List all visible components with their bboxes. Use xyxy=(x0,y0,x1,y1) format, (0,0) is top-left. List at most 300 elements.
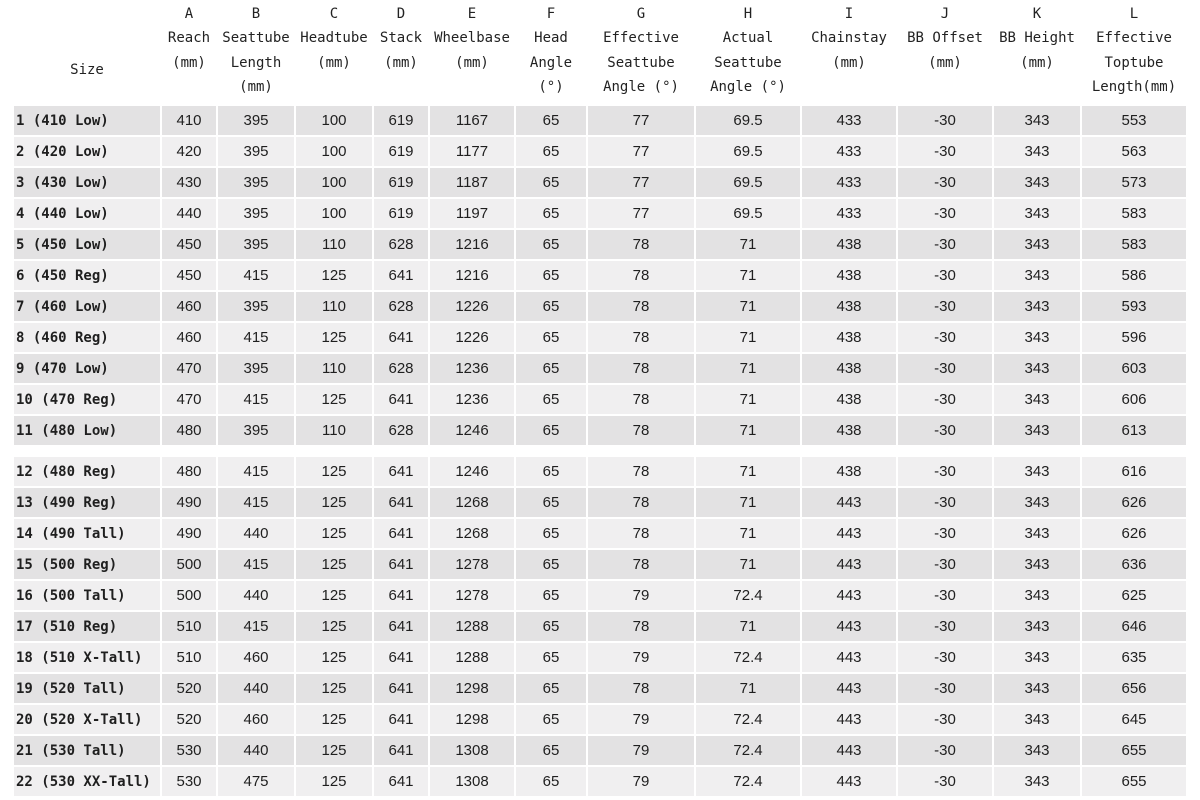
value-cell: 628 xyxy=(374,416,428,445)
value-cell: 71 xyxy=(696,550,800,579)
value-cell: 1246 xyxy=(430,416,514,445)
value-cell: 438 xyxy=(802,354,896,383)
value-cell: 78 xyxy=(588,488,694,517)
column-letter: K xyxy=(1032,6,1042,22)
value-cell: 438 xyxy=(802,230,896,259)
value-cell: -30 xyxy=(898,354,992,383)
value-cell: -30 xyxy=(898,643,992,672)
value-cell: 433 xyxy=(802,168,896,197)
value-cell: -30 xyxy=(898,292,992,321)
value-cell: 77 xyxy=(588,137,694,166)
value-cell: 586 xyxy=(1082,261,1186,290)
value-cell: 343 xyxy=(994,581,1080,610)
value-cell: 641 xyxy=(374,261,428,290)
value-cell: 1268 xyxy=(430,519,514,548)
value-cell: 78 xyxy=(588,385,694,414)
value-cell: 78 xyxy=(588,457,694,486)
value-cell: 79 xyxy=(588,736,694,765)
value-cell: 395 xyxy=(218,137,294,166)
value-cell: 619 xyxy=(374,199,428,228)
value-cell: 110 xyxy=(296,292,372,321)
value-cell: 443 xyxy=(802,674,896,703)
size-column-header: Size xyxy=(70,62,104,78)
value-cell: 78 xyxy=(588,323,694,352)
value-cell: 125 xyxy=(296,550,372,579)
table-row xyxy=(14,230,1186,259)
column-label: BB Height (mm) xyxy=(999,30,1075,71)
value-cell: 1268 xyxy=(430,488,514,517)
value-cell: 71 xyxy=(696,488,800,517)
value-cell: 583 xyxy=(1082,199,1186,228)
value-cell: 65 xyxy=(516,705,586,734)
value-cell: 78 xyxy=(588,416,694,445)
value-cell: 438 xyxy=(802,457,896,486)
value-cell: -30 xyxy=(898,106,992,135)
table-row xyxy=(14,736,1186,765)
table-row xyxy=(14,705,1186,734)
value-cell: 100 xyxy=(296,199,372,228)
value-cell: 641 xyxy=(374,457,428,486)
size-cell: 15 (500 Reg) xyxy=(14,550,160,579)
value-cell: 65 xyxy=(516,767,586,796)
value-cell: 641 xyxy=(374,488,428,517)
value-cell: 65 xyxy=(516,519,586,548)
table-row xyxy=(14,385,1186,414)
column-header xyxy=(696,2,800,104)
value-cell: 433 xyxy=(802,137,896,166)
table-row xyxy=(14,261,1186,290)
value-cell: -30 xyxy=(898,199,992,228)
value-cell: 646 xyxy=(1082,612,1186,641)
value-cell: 343 xyxy=(994,354,1080,383)
value-cell: 395 xyxy=(218,168,294,197)
column-label: Effective Seattube Angle (°) xyxy=(603,30,679,95)
size-cell: 3 (430 Low) xyxy=(14,168,160,197)
value-cell: -30 xyxy=(898,581,992,610)
column-header xyxy=(218,2,294,104)
value-cell: 415 xyxy=(218,457,294,486)
size-cell: 6 (450 Reg) xyxy=(14,261,160,290)
value-cell: 635 xyxy=(1082,643,1186,672)
value-cell: 71 xyxy=(696,457,800,486)
value-cell: 395 xyxy=(218,416,294,445)
value-cell: 460 xyxy=(162,292,216,321)
value-cell: 343 xyxy=(994,705,1080,734)
value-cell: 71 xyxy=(696,385,800,414)
column-label: BB Offset (mm) xyxy=(907,30,983,71)
value-cell: 438 xyxy=(802,292,896,321)
size-cell: 8 (460 Reg) xyxy=(14,323,160,352)
value-cell: 655 xyxy=(1082,736,1186,765)
value-cell: 641 xyxy=(374,705,428,734)
value-cell: 1298 xyxy=(430,674,514,703)
value-cell: 69.5 xyxy=(696,168,800,197)
size-cell: 20 (520 X-Tall) xyxy=(14,705,160,734)
value-cell: 343 xyxy=(994,106,1080,135)
column-label: Wheelbase (mm) xyxy=(434,30,510,71)
value-cell: 641 xyxy=(374,643,428,672)
table-row xyxy=(14,643,1186,672)
size-cell: 14 (490 Tall) xyxy=(14,519,160,548)
value-cell: 65 xyxy=(516,612,586,641)
value-cell: 443 xyxy=(802,550,896,579)
value-cell: 343 xyxy=(994,261,1080,290)
value-cell: 530 xyxy=(162,767,216,796)
value-cell: 72.4 xyxy=(696,581,800,610)
value-cell: -30 xyxy=(898,137,992,166)
value-cell: 1177 xyxy=(430,137,514,166)
value-cell: 641 xyxy=(374,612,428,641)
value-cell: 641 xyxy=(374,323,428,352)
table-row xyxy=(14,292,1186,321)
column-letter: F xyxy=(546,6,556,22)
column-header xyxy=(588,2,694,104)
value-cell: 79 xyxy=(588,643,694,672)
value-cell: 77 xyxy=(588,106,694,135)
value-cell: 410 xyxy=(162,106,216,135)
value-cell: 65 xyxy=(516,168,586,197)
value-cell: 125 xyxy=(296,612,372,641)
column-letter: L xyxy=(1129,6,1139,22)
value-cell: 626 xyxy=(1082,488,1186,517)
value-cell: 125 xyxy=(296,488,372,517)
size-cell: 17 (510 Reg) xyxy=(14,612,160,641)
value-cell: 343 xyxy=(994,385,1080,414)
value-cell: 460 xyxy=(162,323,216,352)
value-cell: 450 xyxy=(162,261,216,290)
column-label: Head Angle (°) xyxy=(529,30,573,95)
value-cell: 343 xyxy=(994,612,1080,641)
value-cell: 125 xyxy=(296,767,372,796)
spacer-cell xyxy=(14,447,1186,455)
value-cell: 619 xyxy=(374,106,428,135)
column-letter: H xyxy=(743,6,753,22)
value-cell: 110 xyxy=(296,416,372,445)
size-cell: 4 (440 Low) xyxy=(14,199,160,228)
value-cell: 65 xyxy=(516,199,586,228)
value-cell: 641 xyxy=(374,767,428,796)
size-cell: 13 (490 Reg) xyxy=(14,488,160,517)
value-cell: 343 xyxy=(994,550,1080,579)
value-cell: 343 xyxy=(994,736,1080,765)
value-cell: 71 xyxy=(696,261,800,290)
value-cell: 79 xyxy=(588,705,694,734)
column-label: Effective Toptube Length(mm) xyxy=(1091,30,1177,95)
value-cell: 619 xyxy=(374,168,428,197)
value-cell: -30 xyxy=(898,457,992,486)
size-cell: 1 (410 Low) xyxy=(14,106,160,135)
value-cell: 71 xyxy=(696,416,800,445)
value-cell: 490 xyxy=(162,488,216,517)
value-cell: 606 xyxy=(1082,385,1186,414)
value-cell: 433 xyxy=(802,199,896,228)
value-cell: 593 xyxy=(1082,292,1186,321)
value-cell: 625 xyxy=(1082,581,1186,610)
value-cell: 480 xyxy=(162,457,216,486)
value-cell: 628 xyxy=(374,354,428,383)
value-cell: 343 xyxy=(994,457,1080,486)
value-cell: -30 xyxy=(898,323,992,352)
value-cell: 641 xyxy=(374,581,428,610)
value-cell: 553 xyxy=(1082,106,1186,135)
value-cell: 613 xyxy=(1082,416,1186,445)
value-cell: 440 xyxy=(218,519,294,548)
table-row xyxy=(14,550,1186,579)
value-cell: -30 xyxy=(898,736,992,765)
column-letter: E xyxy=(467,6,477,22)
value-cell: 510 xyxy=(162,643,216,672)
value-cell: -30 xyxy=(898,488,992,517)
column-header xyxy=(516,2,586,104)
value-cell: 71 xyxy=(696,519,800,548)
value-cell: 1197 xyxy=(430,199,514,228)
value-cell: 1226 xyxy=(430,292,514,321)
value-cell: 343 xyxy=(994,643,1080,672)
value-cell: 69.5 xyxy=(696,137,800,166)
size-cell: 5 (450 Low) xyxy=(14,230,160,259)
column-label: Chainstay (mm) xyxy=(811,30,887,71)
table-row xyxy=(14,612,1186,641)
table-row xyxy=(14,168,1186,197)
size-cell: 11 (480 Low) xyxy=(14,416,160,445)
size-cell: 7 (460 Low) xyxy=(14,292,160,321)
value-cell: 510 xyxy=(162,612,216,641)
value-cell: 596 xyxy=(1082,323,1186,352)
value-cell: 1216 xyxy=(430,261,514,290)
value-cell: 65 xyxy=(516,674,586,703)
value-cell: 65 xyxy=(516,736,586,765)
value-cell: 343 xyxy=(994,767,1080,796)
value-cell: 65 xyxy=(516,385,586,414)
value-cell: 500 xyxy=(162,550,216,579)
value-cell: 65 xyxy=(516,416,586,445)
column-letter: G xyxy=(636,6,646,22)
value-cell: 395 xyxy=(218,292,294,321)
column-letter: D xyxy=(396,6,406,22)
value-cell: 343 xyxy=(994,488,1080,517)
value-cell: 1187 xyxy=(430,168,514,197)
value-cell: 1216 xyxy=(430,230,514,259)
value-cell: 443 xyxy=(802,705,896,734)
value-cell: 125 xyxy=(296,385,372,414)
value-cell: 72.4 xyxy=(696,767,800,796)
value-cell: -30 xyxy=(898,168,992,197)
value-cell: 77 xyxy=(588,199,694,228)
table-row xyxy=(14,457,1186,486)
value-cell: 100 xyxy=(296,168,372,197)
value-cell: 641 xyxy=(374,674,428,703)
value-cell: 65 xyxy=(516,323,586,352)
value-cell: 1308 xyxy=(430,767,514,796)
value-cell: 583 xyxy=(1082,230,1186,259)
value-cell: 65 xyxy=(516,488,586,517)
value-cell: 1298 xyxy=(430,705,514,734)
value-cell: 1288 xyxy=(430,643,514,672)
value-cell: 415 xyxy=(218,261,294,290)
value-cell: 641 xyxy=(374,550,428,579)
value-cell: 443 xyxy=(802,519,896,548)
column-header xyxy=(802,2,896,104)
value-cell: 415 xyxy=(218,550,294,579)
table-row xyxy=(14,674,1186,703)
value-cell: 395 xyxy=(218,354,294,383)
value-cell: 395 xyxy=(218,106,294,135)
value-cell: 475 xyxy=(218,767,294,796)
column-letter: C xyxy=(329,6,339,22)
value-cell: 69.5 xyxy=(696,106,800,135)
value-cell: 440 xyxy=(218,581,294,610)
value-cell: 65 xyxy=(516,354,586,383)
value-cell: 450 xyxy=(162,230,216,259)
column-label: Headtube (mm) xyxy=(300,30,368,71)
value-cell: 415 xyxy=(218,385,294,414)
value-cell: 616 xyxy=(1082,457,1186,486)
table-row xyxy=(14,519,1186,548)
size-cell: 22 (530 XX-Tall) xyxy=(14,767,160,796)
value-cell: 65 xyxy=(516,106,586,135)
table-row xyxy=(14,416,1186,445)
value-cell: 443 xyxy=(802,767,896,796)
column-label: Actual Seattube Angle (°) xyxy=(710,30,786,95)
value-cell: 636 xyxy=(1082,550,1186,579)
value-cell: 440 xyxy=(218,736,294,765)
table-row xyxy=(14,488,1186,517)
value-cell: 79 xyxy=(588,581,694,610)
value-cell: 603 xyxy=(1082,354,1186,383)
value-cell: 440 xyxy=(218,674,294,703)
value-cell: 78 xyxy=(588,354,694,383)
value-cell: 110 xyxy=(296,354,372,383)
value-cell: 343 xyxy=(994,230,1080,259)
geometry-table xyxy=(12,0,1188,798)
value-cell: 500 xyxy=(162,581,216,610)
value-cell: 343 xyxy=(994,416,1080,445)
value-cell: 1246 xyxy=(430,457,514,486)
value-cell: 71 xyxy=(696,674,800,703)
value-cell: 78 xyxy=(588,519,694,548)
value-cell: 110 xyxy=(296,230,372,259)
value-cell: 470 xyxy=(162,385,216,414)
value-cell: 125 xyxy=(296,457,372,486)
value-cell: 78 xyxy=(588,612,694,641)
column-letter: B xyxy=(251,6,261,22)
value-cell: -30 xyxy=(898,674,992,703)
group-spacer xyxy=(14,447,1186,455)
column-header xyxy=(898,2,992,104)
value-cell: 343 xyxy=(994,519,1080,548)
value-cell: 1226 xyxy=(430,323,514,352)
value-cell: 530 xyxy=(162,736,216,765)
value-cell: -30 xyxy=(898,230,992,259)
value-cell: -30 xyxy=(898,550,992,579)
value-cell: 438 xyxy=(802,385,896,414)
table-row xyxy=(14,137,1186,166)
size-cell: 18 (510 X-Tall) xyxy=(14,643,160,672)
value-cell: -30 xyxy=(898,767,992,796)
value-cell: 78 xyxy=(588,230,694,259)
column-label: Reach (mm) xyxy=(167,30,211,71)
value-cell: 433 xyxy=(802,106,896,135)
value-cell: 628 xyxy=(374,292,428,321)
value-cell: 71 xyxy=(696,292,800,321)
value-cell: 343 xyxy=(994,168,1080,197)
column-header xyxy=(994,2,1080,104)
value-cell: 125 xyxy=(296,705,372,734)
value-cell: 520 xyxy=(162,674,216,703)
table-row xyxy=(14,581,1186,610)
size-cell: 21 (530 Tall) xyxy=(14,736,160,765)
value-cell: 470 xyxy=(162,354,216,383)
value-cell: 72.4 xyxy=(696,643,800,672)
value-cell: 65 xyxy=(516,581,586,610)
value-cell: 343 xyxy=(994,199,1080,228)
value-cell: 65 xyxy=(516,550,586,579)
size-cell: 16 (500 Tall) xyxy=(14,581,160,610)
value-cell: 71 xyxy=(696,612,800,641)
value-cell: 460 xyxy=(218,705,294,734)
value-cell: 430 xyxy=(162,168,216,197)
column-letter: J xyxy=(940,6,950,22)
size-cell: 19 (520 Tall) xyxy=(14,674,160,703)
value-cell: 395 xyxy=(218,199,294,228)
value-cell: 1278 xyxy=(430,550,514,579)
value-cell: 1278 xyxy=(430,581,514,610)
column-header xyxy=(374,2,428,104)
size-cell: 2 (420 Low) xyxy=(14,137,160,166)
column-letter: A xyxy=(184,6,194,22)
value-cell: 65 xyxy=(516,261,586,290)
value-cell: 71 xyxy=(696,354,800,383)
value-cell: -30 xyxy=(898,705,992,734)
value-cell: 460 xyxy=(218,643,294,672)
table-row xyxy=(14,767,1186,796)
column-header xyxy=(430,2,514,104)
value-cell: 343 xyxy=(994,137,1080,166)
value-cell: 1288 xyxy=(430,612,514,641)
value-cell: 125 xyxy=(296,674,372,703)
table-row xyxy=(14,323,1186,352)
value-cell: 443 xyxy=(802,488,896,517)
table-row xyxy=(14,354,1186,383)
value-cell: -30 xyxy=(898,519,992,548)
table-row xyxy=(14,199,1186,228)
value-cell: 395 xyxy=(218,230,294,259)
value-cell: 415 xyxy=(218,323,294,352)
value-cell: 656 xyxy=(1082,674,1186,703)
column-letter: I xyxy=(844,6,854,22)
value-cell: 641 xyxy=(374,519,428,548)
value-cell: 619 xyxy=(374,137,428,166)
value-cell: 71 xyxy=(696,230,800,259)
value-cell: 563 xyxy=(1082,137,1186,166)
column-header xyxy=(1082,2,1186,104)
value-cell: 69.5 xyxy=(696,199,800,228)
size-cell: 12 (480 Reg) xyxy=(14,457,160,486)
value-cell: 78 xyxy=(588,292,694,321)
value-cell: 78 xyxy=(588,674,694,703)
value-cell: 343 xyxy=(994,674,1080,703)
value-cell: 641 xyxy=(374,385,428,414)
value-cell: 65 xyxy=(516,643,586,672)
value-cell: 480 xyxy=(162,416,216,445)
value-cell: 72.4 xyxy=(696,736,800,765)
value-cell: 72.4 xyxy=(696,705,800,734)
value-cell: 1167 xyxy=(430,106,514,135)
column-header xyxy=(162,2,216,104)
value-cell: 443 xyxy=(802,612,896,641)
value-cell: 78 xyxy=(588,550,694,579)
value-cell: 78 xyxy=(588,261,694,290)
